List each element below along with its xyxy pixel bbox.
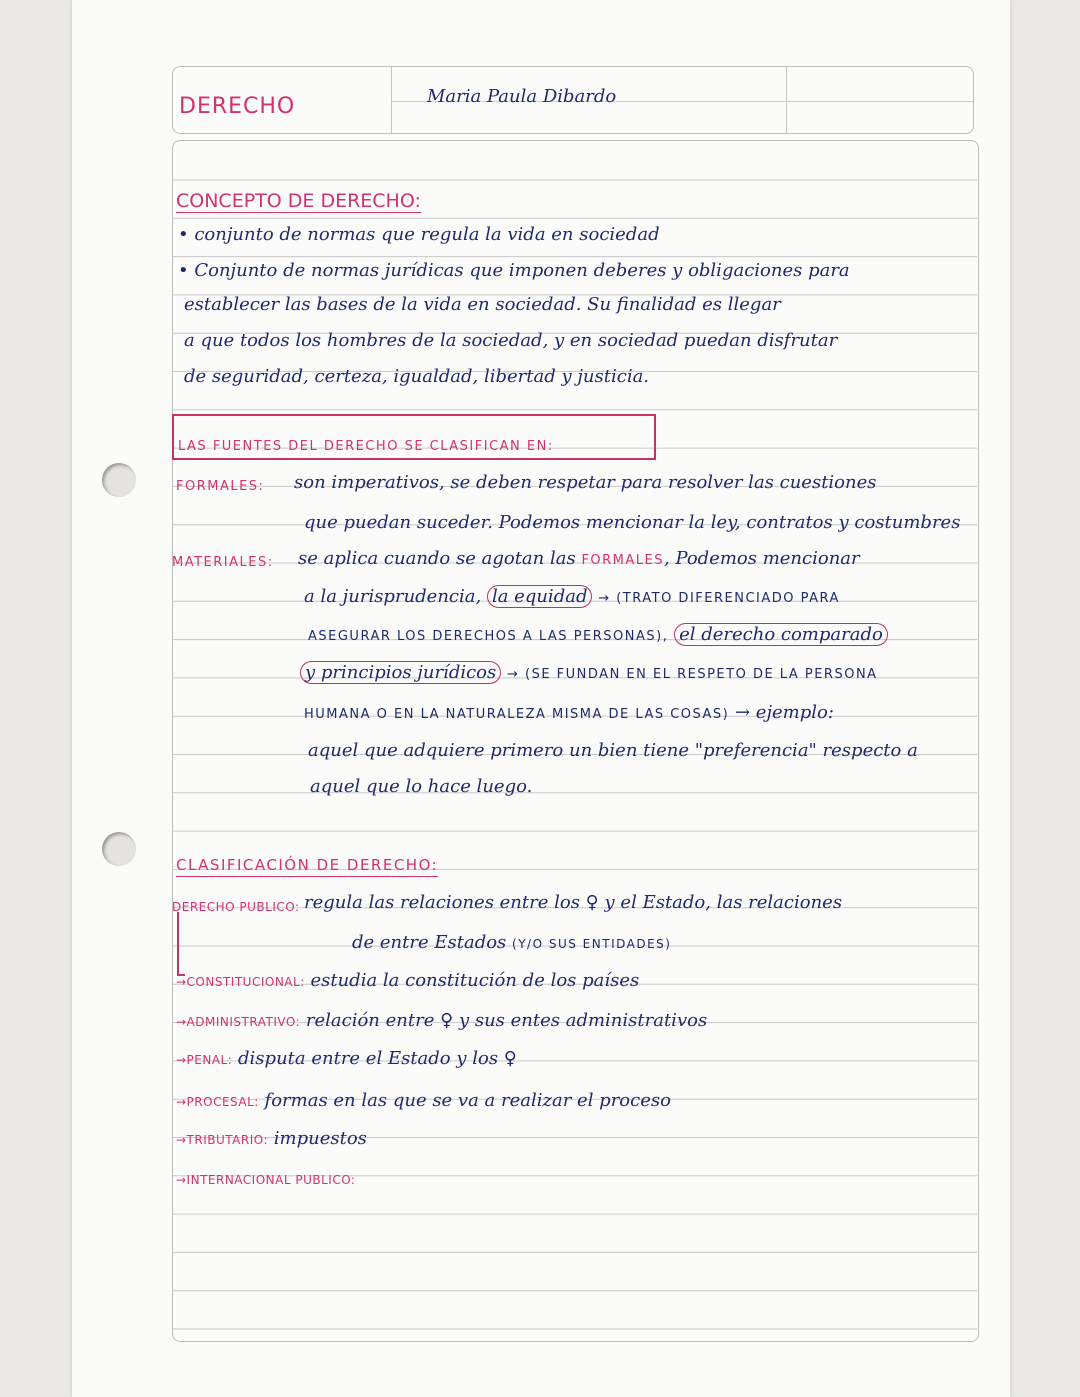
clasificacion-item xyxy=(176,1048,517,1071)
concepto-line: a que todos los hombres de la sociedad, y en sociedad puedan disfrutar xyxy=(184,330,838,351)
clasificacion-item xyxy=(176,1128,367,1151)
publico-caps: (Y/O SUS ENTIDADES) xyxy=(512,937,672,951)
header-divider xyxy=(786,67,787,133)
clasificacion-item xyxy=(176,1010,707,1033)
item-text: disputa entre el Estado y los ♀ xyxy=(238,1048,517,1069)
notebook-page xyxy=(72,0,1010,1397)
materiales-caps: HUMANA O EN LA NATURALEZA MISMA DE LAS COSAS) xyxy=(304,707,730,722)
concepto-title: CONCEPTO DE DERECHO: xyxy=(176,190,421,212)
publico-line xyxy=(352,932,671,955)
header-divider xyxy=(391,67,392,133)
publico-line: regula las relaciones entre los ♀ y el Estado, las relaciones xyxy=(304,892,843,913)
item-label: →INTERNACIONAL PUBLICO: xyxy=(176,1173,356,1187)
concepto-line: • conjunto de normas que regula la vida en sociedad xyxy=(178,224,660,245)
materiales-text: a la jurisprudencia, xyxy=(304,586,482,607)
materiales-caps: ASEGURAR LOS DERECHOS A LAS PERSONAS), xyxy=(308,629,669,644)
ejemplo-label: → ejemplo: xyxy=(734,702,834,723)
principios-circled: y principios jurídicos xyxy=(300,661,501,684)
materiales-line xyxy=(298,548,860,572)
materiales-line xyxy=(304,586,840,610)
materiales-caps: → (TRATO DIFERENCIADO PARA xyxy=(598,591,840,606)
publico-text: de entre Estados xyxy=(352,932,507,953)
materiales-line xyxy=(304,702,834,726)
materiales-text: se aplica cuando se agotan las xyxy=(298,548,576,569)
materiales-text: , Podemos mencionar xyxy=(664,548,860,569)
publico-bracket xyxy=(177,912,185,976)
item-label: →TRIBUTARIO: xyxy=(176,1133,269,1147)
item-text: impuestos xyxy=(273,1128,367,1149)
item-label: →ADMINISTRATIVO: xyxy=(176,1015,301,1029)
publico-label: DERECHO PUBLICO: xyxy=(172,900,300,914)
student-name: Maria Paula Dibardo xyxy=(427,86,617,107)
concepto-line: • Conjunto de normas jurídicas que imponen deberes y obligaciones para xyxy=(178,260,850,281)
item-label: →CONSTITUCIONAL: xyxy=(176,975,305,989)
clasificacion-title: CLASIFICACIÓN DE DERECHO: xyxy=(176,854,438,877)
fuentes-title: LAS FUENTES DEL DERECHO SE CLASIFICAN EN: xyxy=(178,439,554,454)
item-text: formas en las que se va a realizar el proceso xyxy=(264,1090,671,1111)
item-text: relación entre ♀ y sus entes administrativos xyxy=(305,1010,708,1031)
ejemplo-line: aquel que lo hace luego. xyxy=(310,776,533,797)
item-text: estudia la constitución de los países xyxy=(310,970,640,991)
materiales-caps: → (SE FUNDAN EN EL RESPETO DE LA PERSONA xyxy=(506,667,878,682)
concepto-line: de seguridad, certeza, igualdad, libertad y justicia. xyxy=(184,366,650,387)
formales-ref: FORMALES xyxy=(581,553,664,568)
materiales-line xyxy=(300,662,878,686)
ejemplo-line: aquel que adquiere primero un bien tiene "preferencia" respecto a xyxy=(308,740,918,761)
derecho-comparado-circled: el derecho comparado xyxy=(674,623,888,646)
item-label: →PROCESAL: xyxy=(176,1095,259,1109)
subject-title: DERECHO xyxy=(179,94,296,119)
item-label: →PENAL: xyxy=(176,1053,233,1067)
formales-line: que puedan suceder. Podemos mencionar la ley, contratos y costumbres xyxy=(304,512,961,533)
materiales-label: MATERIALES: xyxy=(172,555,274,570)
concepto-line: establecer las bases de la vida en sociedad. Su finalidad es llegar xyxy=(184,294,781,315)
equidad-circled: la equidad xyxy=(487,585,593,608)
clasificacion-item xyxy=(176,970,639,993)
formales-line: son imperativos, se deben respetar para resolver las cuestiones xyxy=(294,472,877,493)
formales-label: FORMALES: xyxy=(176,479,265,494)
materiales-line xyxy=(308,624,888,648)
clasificacion-item xyxy=(176,1090,671,1113)
clasificacion-item xyxy=(176,1168,355,1191)
